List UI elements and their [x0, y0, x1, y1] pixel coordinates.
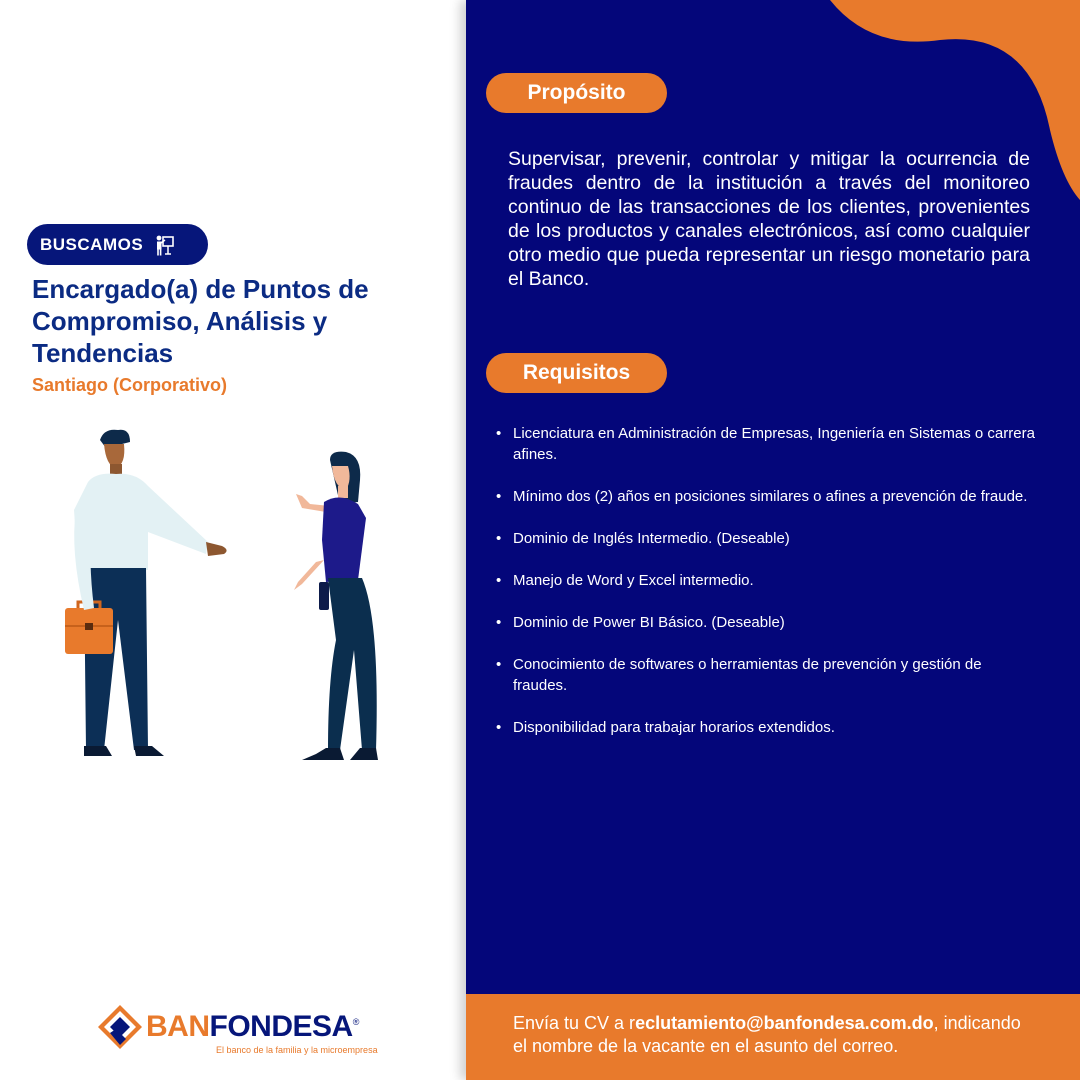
list-item: • Manejo de Word y Excel intermedio. [495, 570, 1035, 591]
list-item: • Conocimiento de softwares o herramientas de prevención y gestión de fraudes. [495, 654, 1035, 696]
list-item: • Dominio de Power BI Básico. (Deseable) [495, 612, 1035, 633]
job-title-line: Encargado(a) de Puntos de [32, 274, 369, 304]
footer-line2: el nombre de la vacante en el asunto del correo. [513, 1036, 899, 1056]
list-item: • Licenciatura en Administración de Empresas, Ingeniería en Sistemas o carrera afines. [495, 423, 1035, 465]
proposito-label: Propósito [486, 73, 667, 113]
list-item: • Mínimo dos (2) años en posiciones similares o afines a prevención de fraude. [495, 486, 1035, 507]
people-handshake-illustration [40, 420, 400, 770]
job-title-line: Compromiso, Análisis y [32, 306, 328, 336]
recruitment-email-link[interactable]: eclutamiento@banfondesa.com.do [635, 1013, 934, 1033]
man-figure [65, 430, 227, 756]
job-title-line: Tendencias [32, 338, 174, 368]
requisitos-label: Requisitos [486, 353, 667, 393]
logo-part-fondesa: FONDESA [209, 1010, 353, 1043]
buscamos-badge [27, 224, 208, 265]
list-item: • Disponibilidad para trabajar horarios extendidos. [495, 717, 1035, 738]
job-location: Santiago (Corporativo) [32, 375, 228, 395]
requisitos-list [495, 423, 1035, 738]
logo-registered: ® [352, 1017, 359, 1027]
woman-figure [294, 452, 378, 760]
footer-suffix: , indicando [933, 1013, 1021, 1033]
footer-prefix: Envía tu CV a r [513, 1013, 636, 1033]
banfondesa-logo-icon [96, 1003, 144, 1053]
footer-text [513, 1012, 1053, 1058]
footer-banner [466, 994, 1080, 1080]
proposito-text: Supervisar, prevenir, controlar y mitigar la ocurrencia de fraudes dentro de la institución a través del monitoreo continuo de las transacciones de los clientes, provenientes de los productos y canales electrónicos, así como cualquier otro medio que pueda representar un riesgo monetario para el Banco. [508, 148, 1030, 290]
presenter-icon [153, 234, 175, 256]
job-title [32, 273, 432, 369]
banfondesa-logo [146, 1010, 359, 1044]
buscamos-label: BUSCAMOS [40, 234, 144, 254]
logo-part-ban: BAN [146, 1010, 210, 1043]
logo-tagline: El banco de la familia y la microempresa [216, 1045, 378, 1055]
list-item: • Dominio de Inglés Intermedio. (Deseable) [495, 528, 1035, 549]
